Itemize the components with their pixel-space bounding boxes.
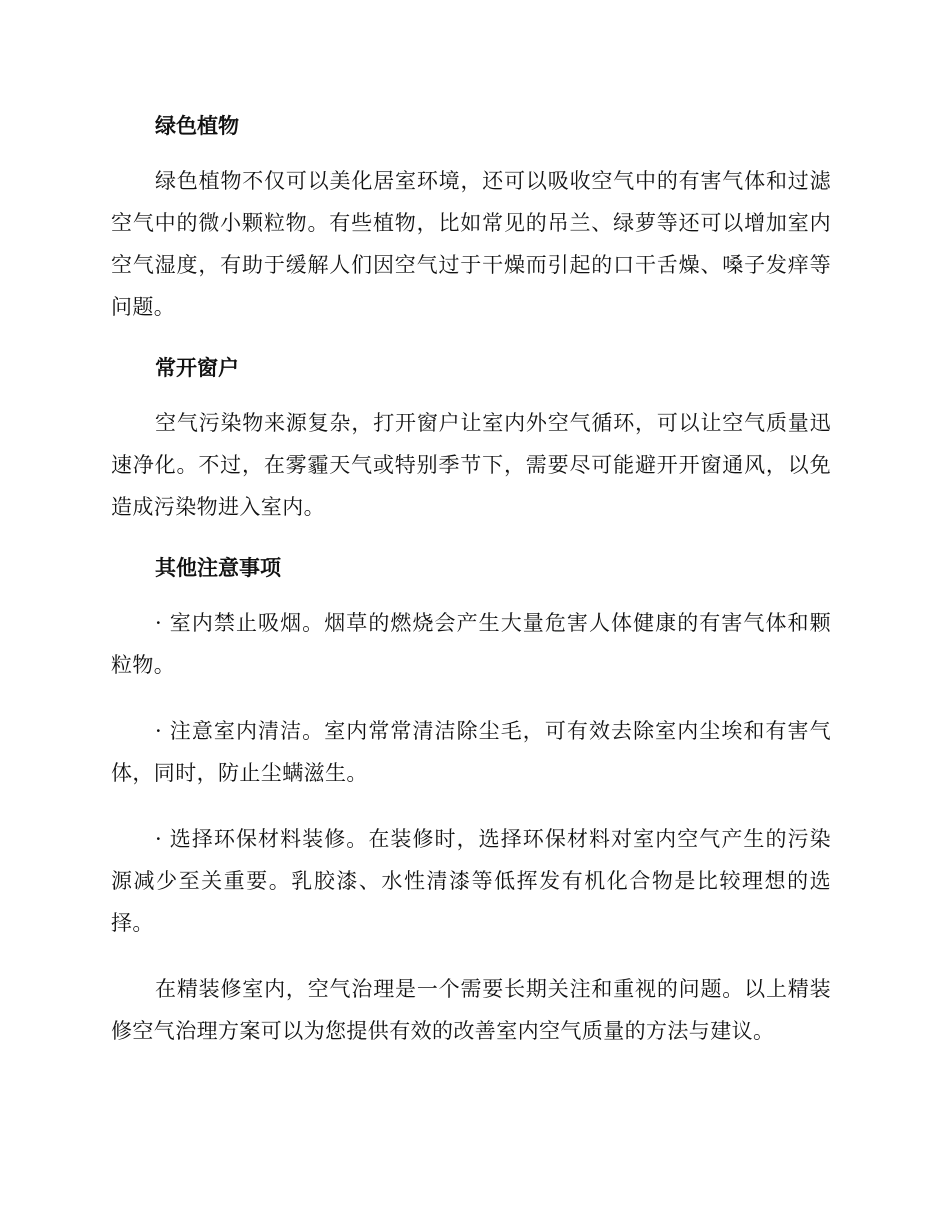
section-heading-open-windows: 常开窗户 xyxy=(155,356,239,380)
paragraph-green-plants: 绿色植物不仅可以美化居室环境，还可以吸收空气中的有害气体和过滤空气中的微小颗粒物。有些植物，比如常见的吊兰、绿萝等还可以增加室内空气湿度，有助于缓解人们因空气过于干燥而引起的口干舌燥、嗓子发痒等问题。 xyxy=(111,169,831,319)
paragraph-open-windows: 空气污染物来源复杂，打开窗户让室内外空气循环，可以让空气质量迅速净化。不过，在雾霾天气或特别季节下，需要尽可能避开开窗通风，以免造成污染物进入室内。 xyxy=(111,411,831,519)
document-page xyxy=(111,110,831,1052)
section-heading-green-plants: 绿色植物 xyxy=(155,114,239,138)
bullet-no-smoking: · 室内禁止吸烟。烟草的燃烧会产生大量危害人体健康的有害气体和颗粒物。 xyxy=(111,611,831,677)
paragraph-conclusion: 在精装修室内，空气治理是一个需要长期关注和重视的问题。以上精装修空气治理方案可以为您提供有效的改善室内空气质量的方法与建议。 xyxy=(111,977,831,1043)
bullet-eco-materials: · 选择环保材料装修。在装修时，选择环保材料对室内空气产生的污染源减少至关重要。乳胶漆、水性清漆等低挥发有机化合物是比较理想的选择。 xyxy=(111,827,831,935)
bullet-cleaning: · 注意室内清洁。室内常常清洁除尘毛，可有效去除室内尘埃和有害气体，同时，防止尘螨滋生。 xyxy=(111,719,831,785)
section-heading-other-notes: 其他注意事项 xyxy=(155,556,281,580)
